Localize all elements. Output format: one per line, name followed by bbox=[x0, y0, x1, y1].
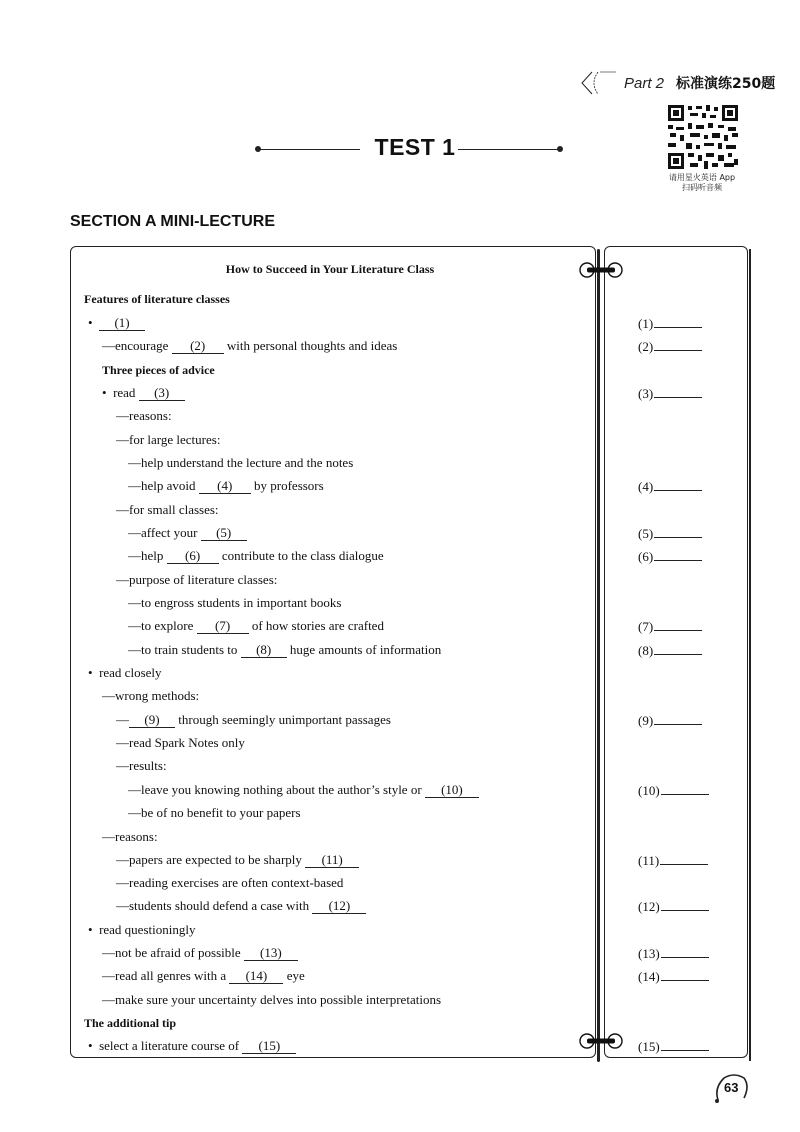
outline-text: —results: bbox=[116, 758, 167, 773]
answer-slot[interactable] bbox=[638, 642, 702, 659]
outline-text-after: with personal thoughts and ideas bbox=[223, 338, 398, 353]
outline-text: —to engross students in important books bbox=[128, 595, 342, 610]
answer-slot[interactable] bbox=[638, 478, 702, 495]
outline-text: —leave you knowing nothing about the author’s style or bbox=[128, 782, 425, 797]
outline-text-after: huge amounts of information bbox=[286, 642, 442, 657]
outline-line bbox=[116, 875, 343, 891]
outline-line bbox=[116, 432, 220, 448]
qr-caption-line2: 扫码听音频 bbox=[682, 183, 722, 192]
outline-text-after: through seemingly unimportant passages bbox=[175, 712, 391, 727]
answer-line[interactable] bbox=[661, 968, 709, 981]
outline-line bbox=[102, 992, 441, 1008]
test-title: TEST 1 bbox=[374, 134, 456, 160]
answer-slot[interactable] bbox=[638, 782, 709, 799]
binder-ring-icon bbox=[578, 1031, 624, 1051]
outline-line bbox=[128, 642, 441, 658]
outline-line bbox=[128, 595, 341, 611]
answer-number: (13) bbox=[638, 946, 660, 961]
outline-line bbox=[102, 829, 158, 845]
part-title: 标准演练250题 bbox=[676, 76, 776, 92]
answer-slot[interactable] bbox=[638, 898, 709, 915]
outline-text: —read Spark Notes only bbox=[116, 735, 245, 750]
outline-text: —encourage bbox=[102, 338, 172, 353]
fill-in-blank[interactable]: (5) bbox=[201, 526, 247, 541]
outline-line bbox=[116, 408, 172, 424]
title-right-rule bbox=[458, 149, 560, 150]
answer-number: (11) bbox=[638, 853, 660, 868]
outline-text: Features of literature classes bbox=[84, 292, 230, 306]
outline-text: —students should defend a case with bbox=[116, 898, 313, 913]
answer-line[interactable] bbox=[661, 898, 709, 911]
answer-slot[interactable] bbox=[638, 385, 702, 402]
fill-in-blank[interactable]: (14) bbox=[229, 969, 283, 984]
outline-text-after: contribute to the class dialogue bbox=[218, 548, 384, 563]
fill-in-blank[interactable]: (12) bbox=[312, 899, 366, 914]
outline-text-after: by professors bbox=[250, 478, 324, 493]
outline-text-after: eye bbox=[283, 968, 305, 983]
answer-slot[interactable] bbox=[638, 712, 702, 729]
answer-slot[interactable] bbox=[638, 968, 709, 985]
outline-text: —to explore bbox=[128, 618, 197, 633]
outline-text: select a literature course of bbox=[99, 1038, 243, 1053]
outline-text: —reasons: bbox=[116, 408, 172, 423]
answer-line[interactable] bbox=[654, 385, 702, 398]
outline-heading bbox=[84, 291, 230, 307]
outline-line bbox=[128, 478, 324, 494]
fill-in-blank[interactable]: (11) bbox=[305, 853, 359, 868]
qr-caption bbox=[650, 173, 754, 193]
answer-line[interactable] bbox=[654, 338, 702, 351]
answer-line[interactable] bbox=[661, 782, 709, 795]
outline-line bbox=[116, 502, 219, 518]
outline-text: —to train students to bbox=[128, 642, 241, 657]
outline-text: —reading exercises are often context-based bbox=[116, 875, 344, 890]
part-header bbox=[578, 70, 775, 96]
outline-text: —affect your bbox=[128, 525, 201, 540]
outline-line bbox=[116, 852, 359, 868]
outline-text: —wrong methods: bbox=[102, 688, 200, 703]
answer-number: (15) bbox=[638, 1039, 660, 1054]
answer-line[interactable] bbox=[654, 712, 702, 725]
bracket-icon bbox=[578, 70, 618, 96]
answer-line[interactable] bbox=[654, 618, 702, 631]
fill-in-blank[interactable]: (8) bbox=[241, 643, 287, 658]
fill-in-blank[interactable]: (6) bbox=[167, 549, 219, 564]
outline-text: The additional tip bbox=[84, 1016, 177, 1030]
outline-text: —for small classes: bbox=[116, 502, 219, 517]
fill-in-blank[interactable]: (2) bbox=[172, 339, 224, 354]
bullet-icon: • bbox=[88, 665, 100, 680]
answer-line[interactable] bbox=[660, 852, 708, 865]
qr-caption-line1: 请用星火英语 App bbox=[668, 173, 736, 182]
answer-line[interactable] bbox=[654, 315, 702, 328]
outline-text: read questioningly bbox=[99, 922, 196, 937]
bullet-icon: • bbox=[102, 385, 114, 400]
fill-in-blank[interactable]: (3) bbox=[139, 386, 185, 401]
outline-line bbox=[88, 665, 162, 681]
outline-heading bbox=[84, 1015, 176, 1031]
answer-number: (5) bbox=[638, 526, 654, 541]
outline-line bbox=[102, 385, 185, 401]
answer-slot[interactable] bbox=[638, 315, 702, 332]
outline-line bbox=[116, 735, 245, 751]
answer-number: (8) bbox=[638, 643, 654, 658]
outline-line bbox=[128, 782, 479, 798]
bullet-icon: • bbox=[88, 922, 100, 937]
answer-line[interactable] bbox=[661, 1038, 709, 1051]
outline-line bbox=[88, 1038, 296, 1054]
fill-in-blank[interactable]: (15) bbox=[242, 1039, 296, 1054]
outline-text: read closely bbox=[99, 665, 162, 680]
fill-in-blank[interactable]: (4) bbox=[199, 479, 251, 494]
outline-text-after: of how stories are crafted bbox=[248, 618, 384, 633]
fill-in-blank[interactable]: (9) bbox=[129, 713, 175, 728]
outline-text: —help understand the lecture and the notes bbox=[128, 455, 354, 470]
outline-line bbox=[102, 945, 298, 961]
outline-line bbox=[128, 618, 384, 634]
outline-line bbox=[128, 525, 247, 541]
answer-number: (7) bbox=[638, 619, 654, 634]
outline-text: —help bbox=[128, 548, 167, 563]
outline-text: —papers are expected to be sharply bbox=[116, 852, 306, 867]
answer-number: (9) bbox=[638, 713, 654, 728]
outline-heading bbox=[102, 362, 215, 378]
bullet-icon: • bbox=[88, 315, 100, 330]
fill-in-blank[interactable]: (7) bbox=[197, 619, 249, 634]
answer-slot[interactable] bbox=[638, 1038, 709, 1055]
answer-number: (6) bbox=[638, 549, 654, 564]
fill-in-blank[interactable]: (13) bbox=[244, 946, 298, 961]
fill-in-blank[interactable]: (1) bbox=[99, 316, 145, 331]
outline-text: —read all genres with a bbox=[102, 968, 230, 983]
outline-line bbox=[128, 805, 301, 821]
outline-text: —not be afraid of possible bbox=[102, 945, 244, 960]
outline-line bbox=[128, 455, 353, 471]
answer-number: (3) bbox=[638, 386, 654, 401]
answer-line[interactable] bbox=[654, 478, 702, 491]
outline-text: — bbox=[116, 712, 129, 727]
answer-line[interactable] bbox=[654, 642, 702, 655]
title-left-rule bbox=[260, 149, 360, 150]
answer-number: (4) bbox=[638, 479, 654, 494]
answer-slot[interactable] bbox=[638, 945, 709, 962]
qr-code-icon bbox=[666, 103, 740, 171]
part-label: Part 2 bbox=[624, 74, 665, 92]
outline-line bbox=[102, 688, 199, 704]
answer-number: (14) bbox=[638, 969, 660, 984]
box-title: How to Succeed in Your Literature Class bbox=[225, 262, 435, 276]
outline-line bbox=[102, 338, 397, 354]
page-number: 63 bbox=[724, 1080, 739, 1095]
outline-text: —reasons: bbox=[102, 829, 158, 844]
outline-line bbox=[128, 548, 384, 564]
answer-number: (2) bbox=[638, 339, 654, 354]
answer-slot[interactable] bbox=[638, 618, 702, 635]
outline-text: read bbox=[113, 385, 139, 400]
outline-line bbox=[116, 712, 391, 728]
outline-line bbox=[116, 572, 277, 588]
answer-line[interactable] bbox=[661, 945, 709, 958]
outline-line bbox=[102, 968, 305, 984]
answer-number: (10) bbox=[638, 783, 660, 798]
answer-slot[interactable] bbox=[638, 548, 702, 565]
answer-line[interactable] bbox=[654, 525, 702, 538]
answer-slot[interactable] bbox=[638, 525, 702, 542]
outline-text: —be of no benefit to your papers bbox=[128, 805, 301, 820]
bullet-icon: • bbox=[88, 1038, 100, 1053]
outline-text: Three pieces of advice bbox=[102, 363, 215, 377]
section-title: SECTION A MINI-LECTURE bbox=[70, 213, 276, 230]
outline-line bbox=[116, 758, 167, 774]
answer-slot[interactable] bbox=[638, 338, 702, 355]
outline-line bbox=[88, 922, 195, 938]
answer-number: (1) bbox=[638, 316, 654, 331]
fill-in-blank[interactable]: (10) bbox=[425, 783, 479, 798]
outline-text: —make sure your uncertainty delves into possible interpretations bbox=[102, 992, 441, 1007]
outline-line bbox=[116, 898, 366, 914]
title-right-dot bbox=[557, 146, 563, 152]
outline-text: —purpose of literature classes: bbox=[116, 572, 278, 587]
outline-text: —for large lectures: bbox=[116, 432, 221, 447]
answer-line[interactable] bbox=[654, 548, 702, 561]
answer-slot[interactable] bbox=[638, 852, 708, 869]
page-number-badge bbox=[712, 1072, 750, 1106]
answer-number: (12) bbox=[638, 899, 660, 914]
outline-text: —help avoid bbox=[128, 478, 199, 493]
outline-line bbox=[88, 315, 145, 331]
